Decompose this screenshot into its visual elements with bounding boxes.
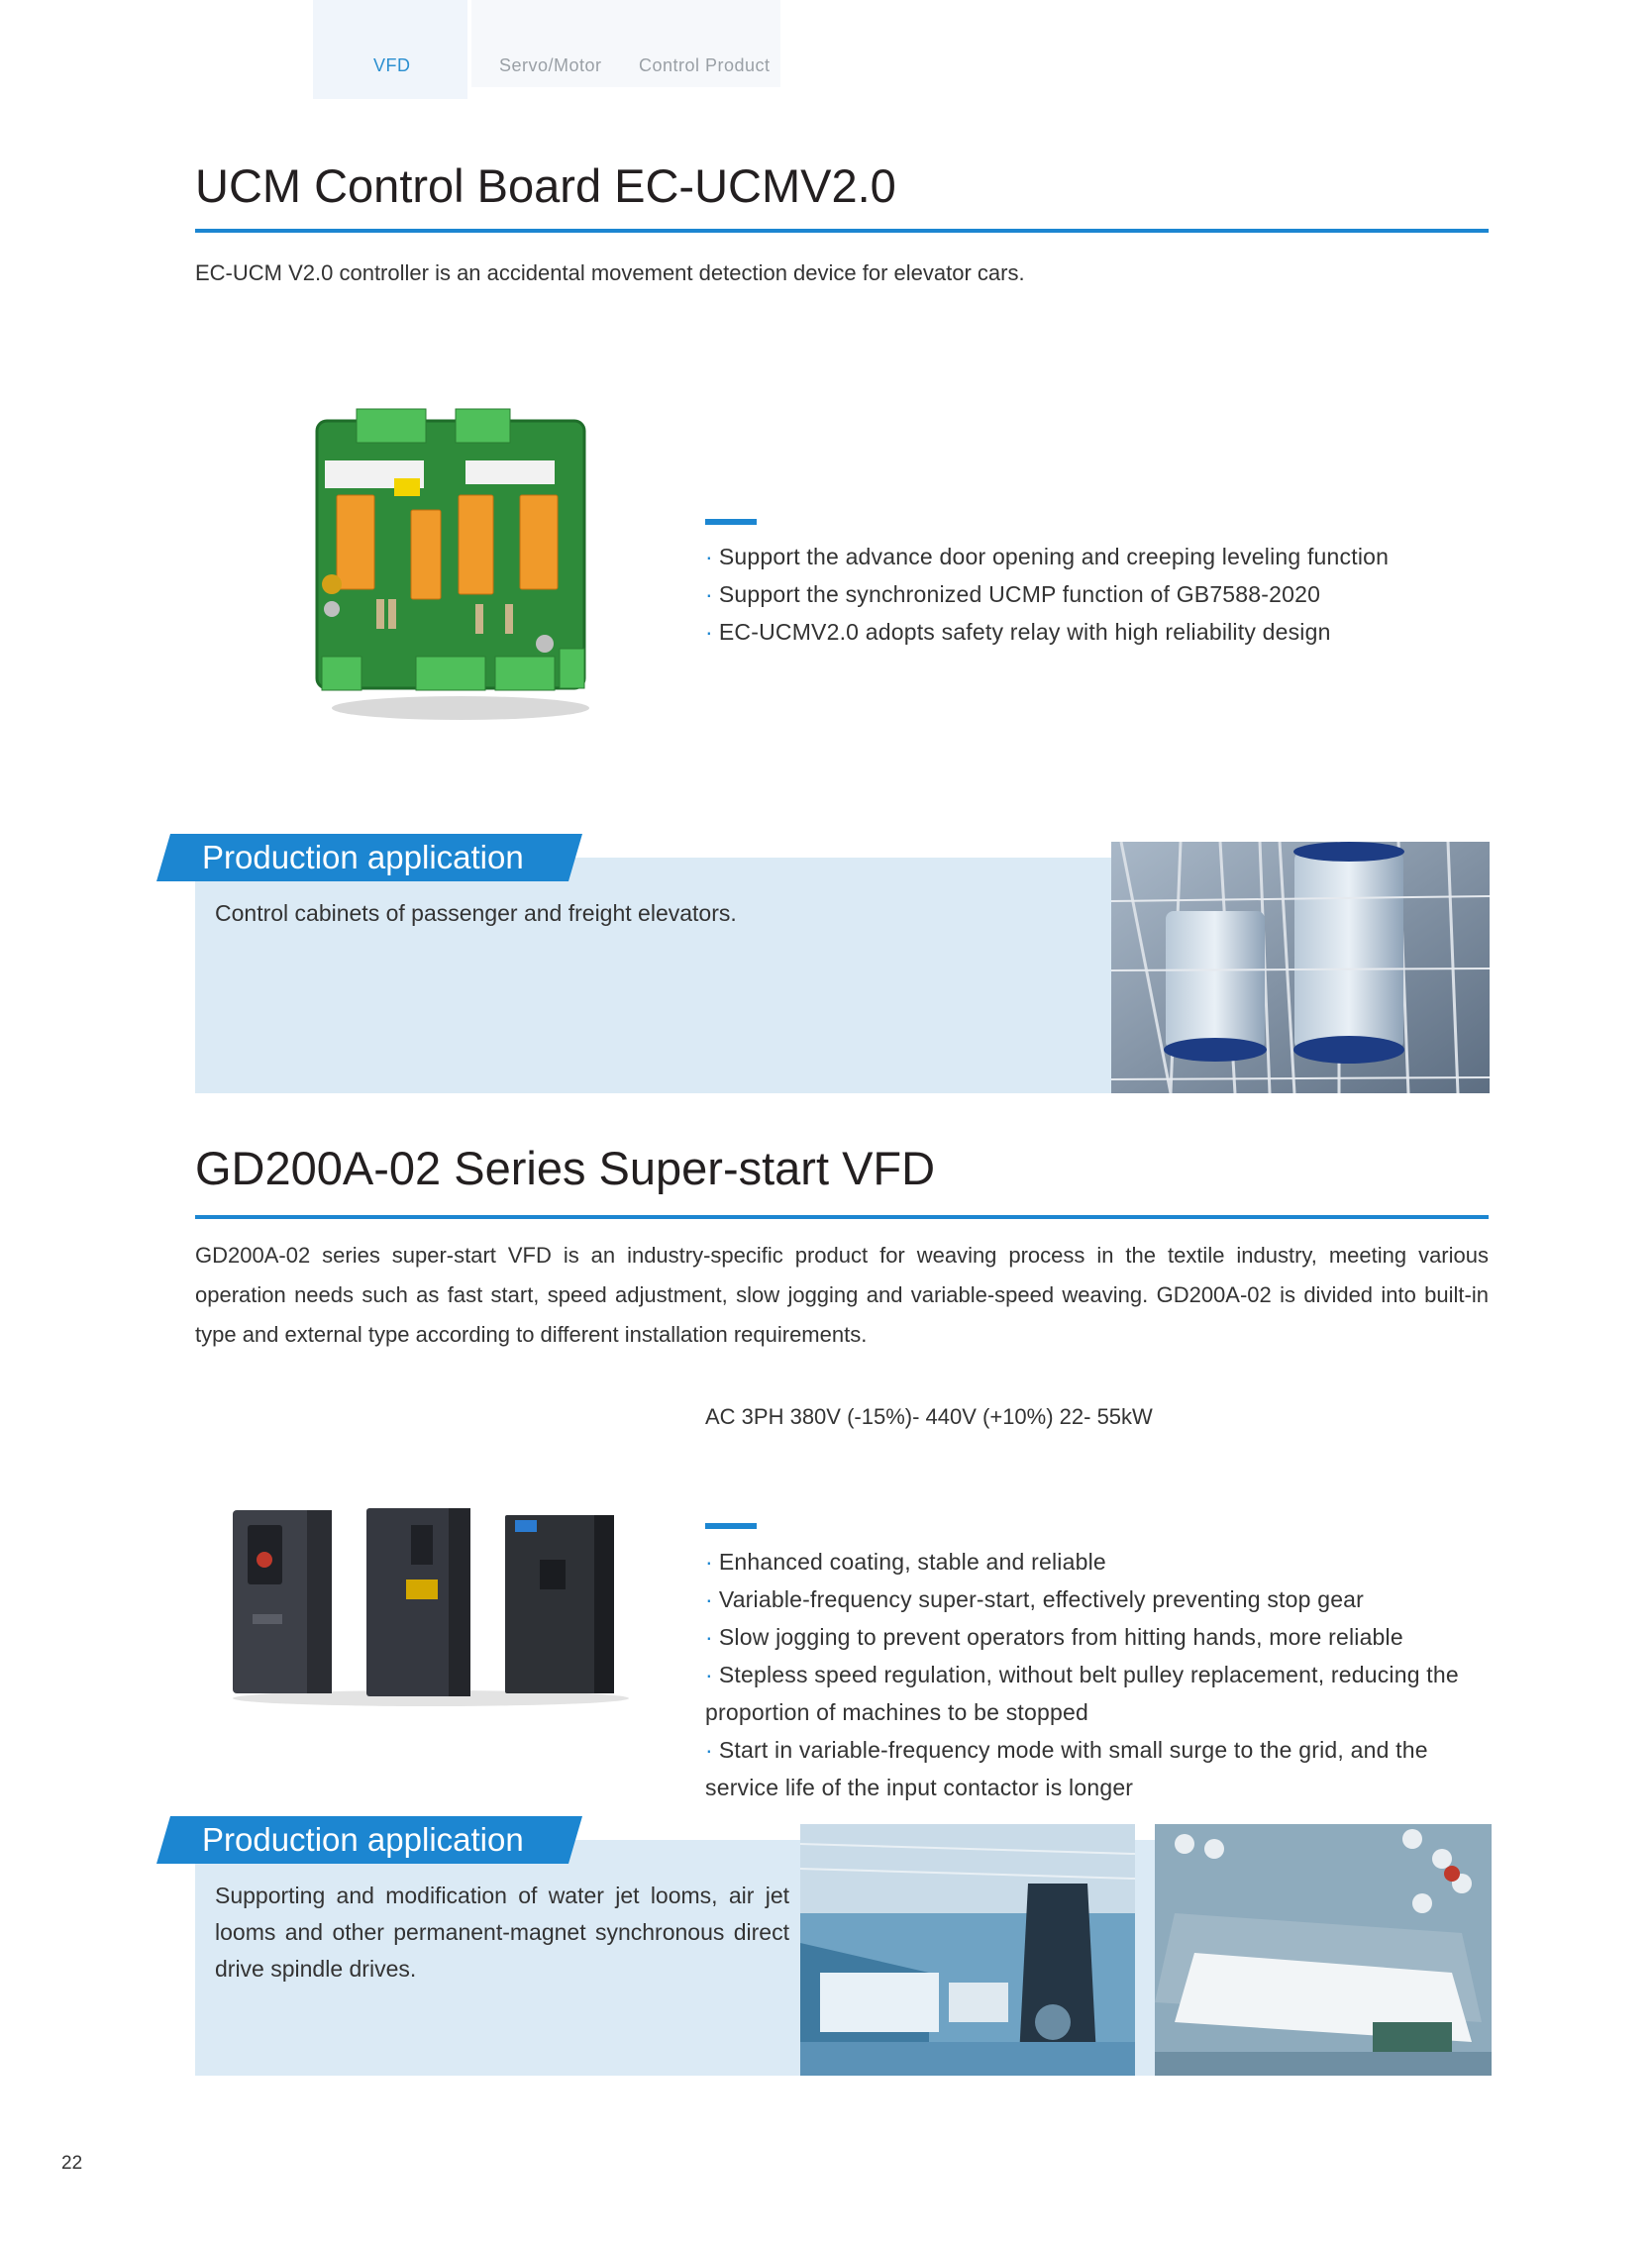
bullet-dot: · — [705, 1549, 713, 1575]
section2-accent-bar — [705, 1523, 757, 1529]
feature-text: EC-UCMV2.0 adopts safety relay with high reliability design — [718, 619, 1331, 645]
section2-feature-list — [705, 1543, 1497, 1806]
section1-description: EC-UCM V2.0 controller is an accidental movement detection device for elevator cars. — [195, 260, 1025, 285]
feature-text: Slow jogging to prevent operators from hitting hands, more reliable — [718, 1624, 1403, 1650]
application-heading-tab-2 — [156, 1816, 582, 1864]
feature-text: Stepless speed regulation, without belt pulley replacement, reducing the proportion of machines to be stopped — [705, 1662, 1459, 1725]
bullet-dot: · — [705, 1737, 713, 1763]
application-heading-1: Production application — [202, 839, 524, 875]
bullet-dot: · — [705, 1586, 713, 1612]
bullet-dot: · — [705, 619, 713, 645]
section2-description: GD200A-02 series super-start VFD is an industry-specific product for weaving process in the textile industry, meeting various operation needs such as fast start, speed adjustment, slow jogging and variable-speed weaving. GD200A-02 is divided into built-in type and external type according to different installation requirements. — [195, 1243, 1489, 1347]
list-item — [705, 1731, 1497, 1806]
section1-rule — [195, 229, 1489, 233]
category-tabs — [313, 0, 780, 99]
application-panel-1 — [195, 858, 1112, 1093]
bullet-dot: · — [705, 581, 713, 607]
tab-active-background — [313, 0, 467, 99]
feature-text: Enhanced coating, stable and reliable — [718, 1549, 1106, 1575]
list-item — [705, 1618, 1497, 1656]
tab-vfd[interactable]: VFD — [373, 55, 411, 75]
tab-servo-motor[interactable]: Servo/Motor — [499, 55, 602, 75]
section2-title: GD200A-02 Series Super-start VFD — [195, 1142, 936, 1194]
page-number: 22 — [61, 2153, 83, 2174]
section2-spec: AC 3PH 380V (-15%)- 440V (+10%) 22- 55kW — [705, 1404, 1153, 1429]
vfd-drives-image — [223, 1500, 639, 1708]
section1-feature-list — [705, 538, 1497, 651]
section1-accent-bar — [705, 519, 757, 525]
feature-text: Support the advance door opening and creeping leveling function — [718, 544, 1390, 569]
bullet-dot: · — [705, 544, 713, 569]
list-item — [705, 1656, 1497, 1731]
tab-control-product[interactable]: Control Product — [639, 55, 771, 75]
water-jet-loom-photo — [800, 1824, 1135, 2076]
feature-text: Variable-frequency super-start, effectively preventing stop gear — [718, 1586, 1365, 1612]
glass-elevator-photo — [1111, 842, 1490, 1093]
section1-title: UCM Control Board EC-UCMV2.0 — [195, 159, 896, 212]
feature-text: Support the synchronized UCMP function of GB7588-2020 — [718, 581, 1321, 607]
air-jet-loom-photo — [1155, 1824, 1492, 2076]
application-heading-tab-1 — [156, 834, 582, 881]
list-item — [705, 575, 1497, 613]
application-text-1: Control cabinets of passenger and freight elevators. — [215, 900, 737, 926]
application-heading-2: Production application — [202, 1821, 524, 1858]
ucm-board-image — [307, 401, 594, 728]
list-item — [705, 1543, 1497, 1580]
list-item — [705, 1580, 1497, 1618]
list-item — [705, 538, 1497, 575]
list-item — [705, 613, 1497, 651]
section2-rule — [195, 1215, 1489, 1219]
application-text-2: Supporting and modification of water jet looms, air jet looms and other permanent-magnet synchronous direct drive spindle drives. — [215, 1883, 789, 1982]
bullet-dot: · — [705, 1662, 713, 1687]
feature-text: Start in variable-frequency mode with small surge to the grid, and the service life of the input contactor is longer — [705, 1737, 1428, 1800]
bullet-dot: · — [705, 1624, 713, 1650]
